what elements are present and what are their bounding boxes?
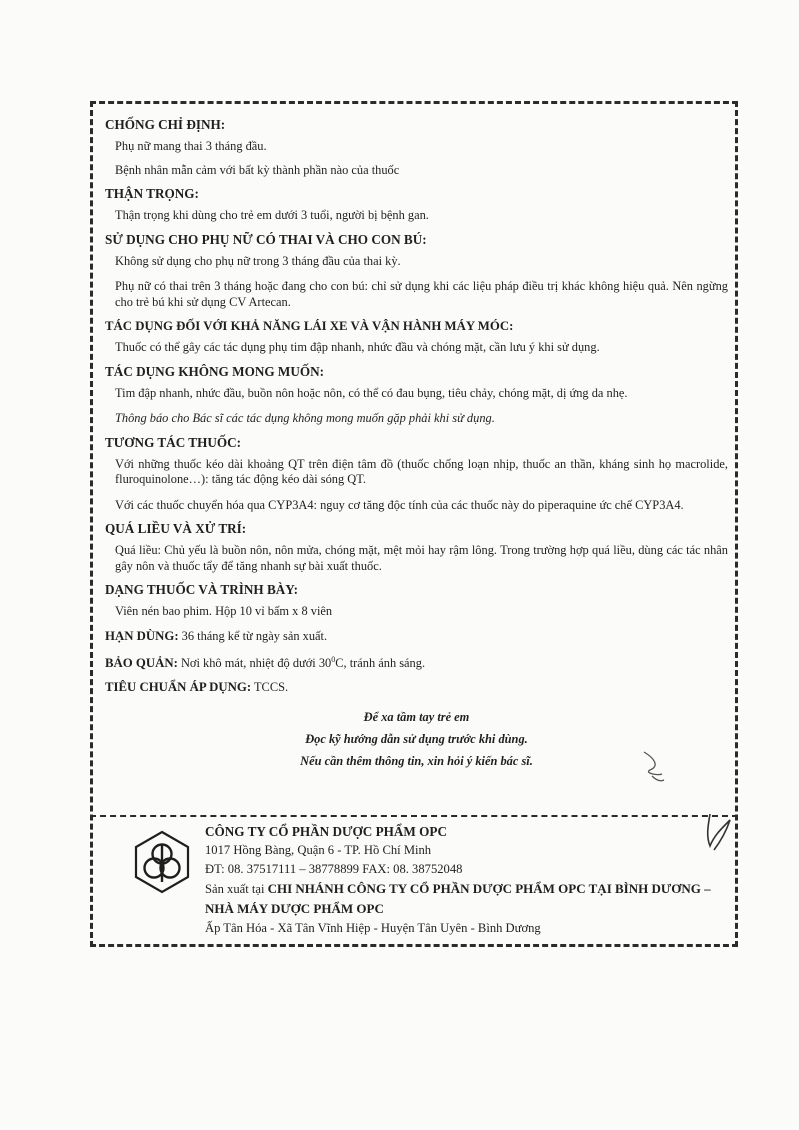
leaflet-body xyxy=(105,115,728,772)
section-interactions-title: TƯƠNG TÁC THUỐC: xyxy=(105,434,242,450)
expiry-value: 36 tháng kể từ ngày sản xuất. xyxy=(178,628,328,643)
company-address: 1017 Hồng Bàng, Quận 6 - TP. Hồ Chí Minh xyxy=(205,843,432,857)
company-phone: ĐT: 08. 37517111 – 38778899 FAX: 08. 38752048 xyxy=(205,862,463,876)
storage-value-end: C, tránh ánh sáng. xyxy=(335,656,426,671)
storage-value: Nơi khô mát, nhiệt độ dưới 30 xyxy=(177,656,332,671)
form-line: Viên nén bao phim. Hộp 10 vỉ bấm x 8 viên xyxy=(115,604,333,618)
warning-line: Đọc kỹ hướng dẫn sử dụng trước khi dùng. xyxy=(305,732,528,747)
contraindication-line: Phụ nữ mang thai 3 tháng đầu. xyxy=(115,139,267,153)
company-name: CÔNG TY CỔ PHẦN DƯỢC PHẨM OPC xyxy=(205,824,447,839)
factory-address: Ấp Tân Hóa - Xã Tân Vĩnh Hiệp - Huyện Tân Uyên - Bình Dương xyxy=(205,921,541,935)
side-effects-notice: Thông báo cho Bác sĩ các tác dụng không mong muốn gặp phải khi sử dụng. xyxy=(115,411,495,425)
section-overdose-title: QUÁ LIỀU VÀ XỬ TRÍ: xyxy=(105,521,247,536)
section-side-effects-title: TÁC DỤNG KHÔNG MONG MUỐN: xyxy=(105,363,325,379)
contraindication-line: Bệnh nhân mẫn cảm với bất kỳ thành phần nào của thuốc xyxy=(115,162,400,177)
section-driving-title: TÁC DỤNG ĐỐI VỚI KHẢ NĂNG LÁI XE VÀ VẬN HÀNH MÁY MÓC: xyxy=(105,319,514,333)
standard-value: TCCS. xyxy=(251,679,289,694)
interactions-line: Với các thuốc chuyển hóa qua CYP3A4: nguy cơ tăng độc tính của các thuốc này do piperaquine ức chế CYP3A4. xyxy=(115,497,684,512)
manufacturing-name: CHI NHÁNH CÔNG TY CỔ PHẦN DƯỢC PHẨM OPC TẠI BÌNH DƯƠNG – NHÀ MÁY DƯỢC PHẨM OPC xyxy=(205,881,711,916)
manufacturing-prefix: Sản xuất tại xyxy=(205,882,268,896)
company-info xyxy=(205,822,725,938)
storage-line xyxy=(105,649,728,677)
footer-divider xyxy=(90,815,738,817)
caution-line: Thận trọng khi dùng cho trẻ em dưới 3 tuổi, người bị bệnh gan. xyxy=(115,208,429,222)
section-form-title: DẠNG THUỐC VÀ TRÌNH BÀY: xyxy=(105,582,298,597)
storage-degree: 0 xyxy=(331,655,336,664)
pregnancy-line: Phụ nữ có thai trên 3 tháng hoặc đang cho con bú: chỉ sử dụng khi các liệu pháp điều trị khác không hiệu quả. Nên ngừng cho trẻ bú khi sử dụng CV Artecan. xyxy=(115,279,728,309)
standard-label: TIÊU CHUẨN ÁP DỤNG: xyxy=(105,679,252,694)
manufacturing-site xyxy=(205,879,725,919)
warning-block xyxy=(105,706,728,772)
driving-line: Thuốc có thể gây các tác dụng phụ tim đập nhanh, nhức đầu và chóng mặt, cần lưu ý khi sử dụng. xyxy=(115,340,600,354)
section-caution-title: THẬN TRỌNG: xyxy=(105,186,199,201)
section-contraindications-title: CHỐNG CHỈ ĐỊNH: xyxy=(105,117,226,132)
pregnancy-line: Không sử dụng cho phụ nữ trong 3 tháng đầu của thai kỳ. xyxy=(115,253,401,268)
expiry-label: HẠN DÙNG: xyxy=(105,628,179,643)
expiry-line xyxy=(105,626,728,650)
overdose-line: Quá liều: Chủ yếu là buồn nôn, nôn mửa, chóng mặt, mệt mỏi hay rậm lông. Trong trường hợp quá liều, dùng các tác nhân gây nôn và thuốc tẩy để tăng nhanh sự bài xuất thuốc. xyxy=(115,543,728,573)
handwritten-initial-mark xyxy=(640,748,670,788)
warning-line: Để xa tầm tay trẻ em xyxy=(363,710,470,725)
handwritten-signature-mark xyxy=(700,806,740,854)
interactions-line: Với những thuốc kéo dài khoảng QT trên điện tâm đồ (thuốc chống loạn nhịp, thuốc an thần, kháng sinh họ macrolide, fluroquinolone…): tăng tác động kéo dài sóng QT. xyxy=(115,456,728,486)
standard-line xyxy=(105,677,728,701)
opc-logo xyxy=(130,830,194,894)
storage-label: BẢO QUẢN: xyxy=(105,656,178,671)
side-effects-line: Tim đập nhanh, nhức đầu, buồn nôn hoặc nôn, có thể có đau bụng, tiêu chảy, chóng mặt, dị ứng da nhẹ. xyxy=(115,385,628,400)
warning-line: Nếu cần thêm thông tin, xin hỏi ý kiến bác sĩ. xyxy=(300,754,533,769)
section-pregnancy-title: SỬ DỤNG CHO PHỤ NỮ CÓ THAI VÀ CHO CON BÚ: xyxy=(105,231,427,247)
